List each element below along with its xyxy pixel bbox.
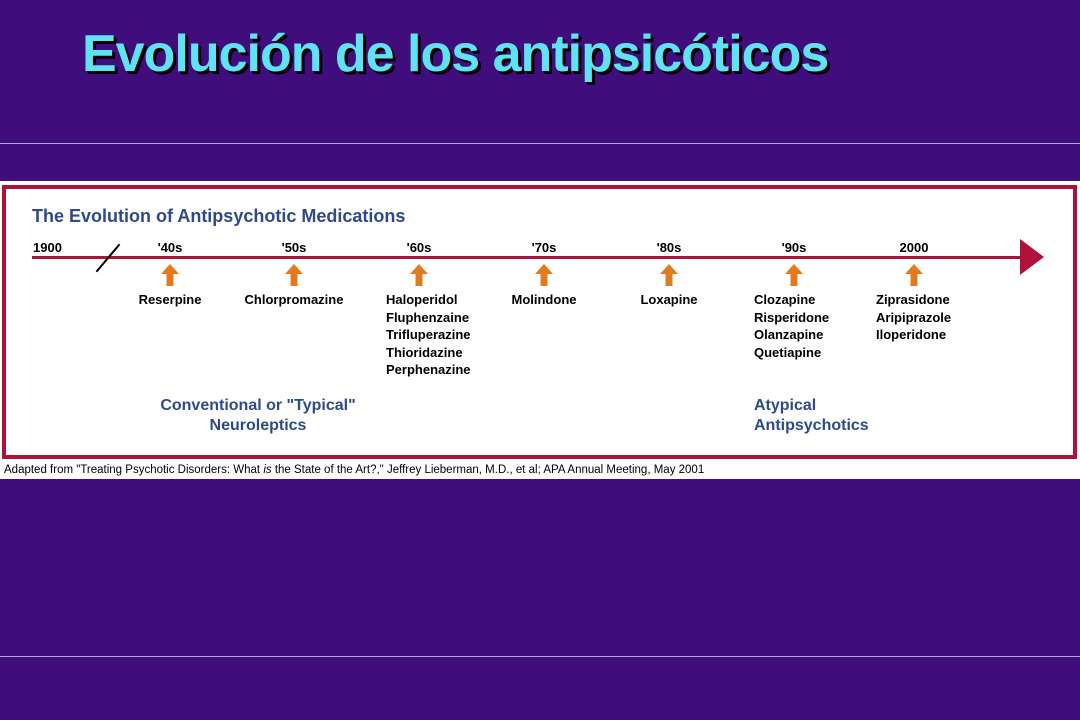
slide-title: Evolución de los antipsicóticos [82, 25, 829, 83]
drug-name: Molindone [511, 292, 577, 307]
drug-list [512, 291, 577, 309]
drug-name: Clozapine [754, 292, 816, 307]
tick-label: '60s [406, 240, 432, 255]
drug-name: Iloperidone [876, 327, 947, 342]
drug-name: Reserpine [138, 292, 202, 307]
tick-label: '70s [531, 240, 557, 255]
top-divider [0, 143, 1080, 144]
atypical-class-label [754, 396, 869, 436]
timeline-arrowhead-icon [1020, 239, 1044, 275]
drug-list [139, 291, 202, 309]
drug-name: Haloperidol [386, 292, 458, 307]
drug-name: Quetiapine [754, 344, 822, 360]
conventional-class-label [160, 396, 355, 436]
tick-label: '50s [281, 240, 307, 255]
bottom-divider [0, 656, 1080, 657]
drug-list [386, 291, 471, 379]
tick-label: '90s [781, 240, 807, 255]
atypical-class-line-1: Atypical [754, 397, 817, 414]
atypical-class-line-2: Antipsychotics [754, 417, 869, 434]
up-arrow-icon [284, 263, 304, 287]
up-arrow-icon [534, 263, 554, 287]
drug-name: Risperidone [754, 309, 830, 325]
drug-name: Chlorpromazine [244, 292, 344, 307]
drug-list [640, 291, 697, 309]
citation-emphasis: is [263, 464, 272, 476]
tick-label: '40s [157, 240, 183, 255]
source-citation [4, 464, 704, 476]
figure-heading: The Evolution of Antipsychotic Medications [32, 206, 406, 226]
drug-list [754, 291, 829, 361]
up-arrow-icon [784, 263, 804, 287]
drug-list [876, 291, 951, 344]
up-arrow-icon [904, 263, 924, 287]
conventional-class-line-2: Neuroleptics [209, 417, 307, 434]
drug-name: Fluphenzaine [386, 309, 470, 325]
drug-name: Ziprasidone [876, 292, 950, 307]
drug-name: Thioridazine [386, 344, 463, 360]
tick-label: 2000 [899, 240, 929, 255]
timeline-axis [32, 256, 1028, 259]
citation-text-after: the State of the Art?," Jeffrey Lieberman, M.D., et al; APA Annual Meeting, May 2001 [271, 464, 705, 476]
drug-list [245, 291, 344, 309]
citation-text-before: Adapted from "Treating Psychotic Disorders: What [4, 464, 264, 476]
drug-name: Perphenazine [386, 362, 471, 377]
up-arrow-icon [160, 263, 180, 287]
up-arrow-icon [659, 263, 679, 287]
conventional-class-line-1: Conventional or "Typical" [160, 397, 356, 414]
drug-name: Loxapine [640, 292, 698, 307]
drug-name: Trifluperazine [386, 327, 471, 342]
up-arrow-icon [409, 263, 429, 287]
timeline-start-label: 1900 [33, 240, 62, 255]
drug-name: Olanzapine [754, 327, 824, 342]
drug-name: Aripiprazole [876, 309, 952, 325]
tick-label: '80s [656, 240, 682, 255]
